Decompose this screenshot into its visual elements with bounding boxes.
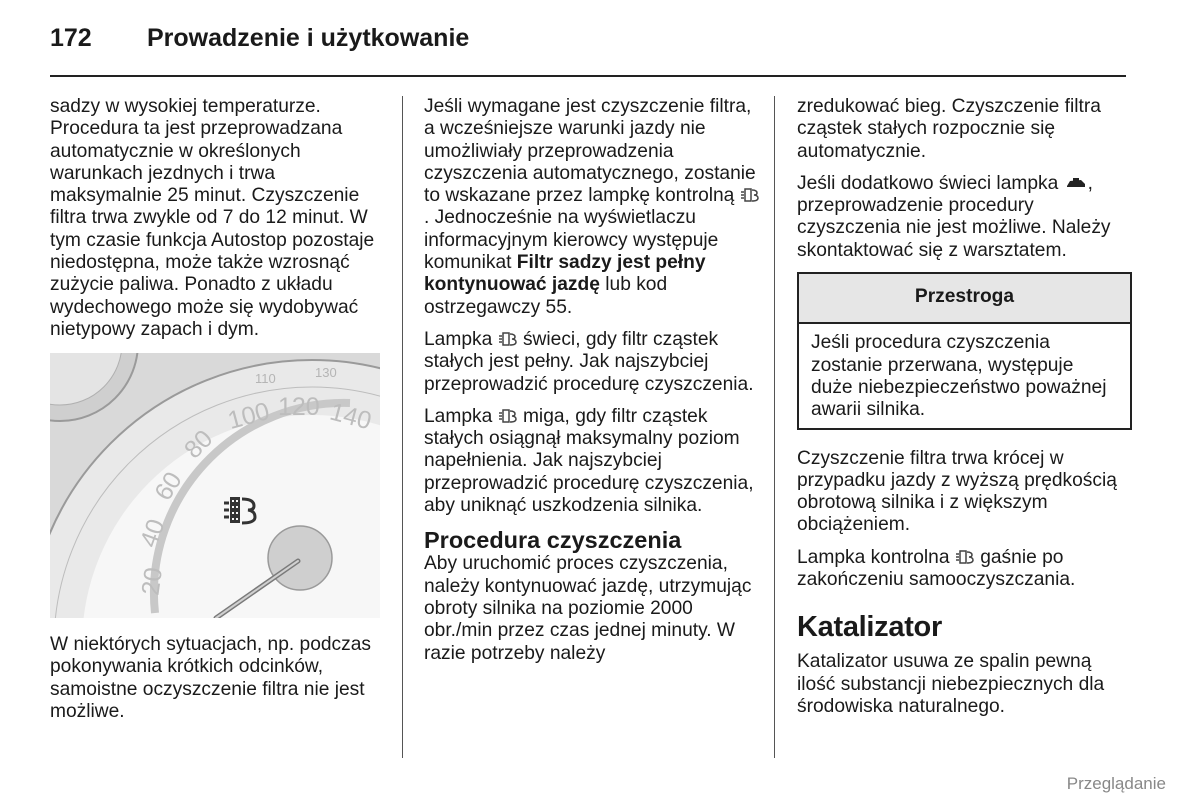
diesel-particulate-filter-icon bbox=[740, 187, 760, 203]
dial-label: 110 bbox=[255, 371, 276, 386]
text-run: , przeprowadzenie procedury czyszczenia nie jest możliwe. Należy skontaktować się z warsztatem. bbox=[797, 172, 1111, 261]
warning-title: Przestroga bbox=[799, 274, 1130, 324]
column-divider-1 bbox=[402, 96, 403, 758]
dial-label: 60 bbox=[149, 467, 188, 506]
dial-label: 80 bbox=[178, 424, 219, 465]
text-run: Jeśli wymagane jest czyszczenie filtra, a wcześniejsze warunki jazdy nie umożliwiały przeprowadzenia czyszczenia automatycznego, zostanie to wskazane przez lampkę kontrolną bbox=[424, 96, 756, 207]
dial-label: 40 bbox=[134, 515, 171, 552]
dial-label: 130 bbox=[315, 365, 337, 380]
paragraph: sadzy w wysokiej temperaturze. Procedura ta jest przeprowadzana automatycznie w określonych warunkach jezdnych i trwa maksymalnie 25 minut. Czyszczenie filtra trwa zwykle od 7 do 12 minut. W tym czasie funkcja Autostop pozostaje niedostępna, może także wzrosnąć zużycie paliwa. Ponadto z układu wydechowego może się wydobywać nietypowy zapach i dym. bbox=[50, 96, 375, 340]
paragraph bbox=[424, 406, 764, 517]
dial-label: 100 bbox=[224, 397, 273, 435]
text-run: świeci, gdy filtr cząstek stałych jest pełny. Jak najszybciej przeprowadzić procedurę czyszczenia. bbox=[424, 328, 754, 395]
column-1 bbox=[50, 96, 390, 351]
column-2 bbox=[424, 96, 764, 675]
display-message: Filtr sadzy jest pełny kontynuować jazdę bbox=[424, 252, 706, 296]
paragraph: zredukować bieg. Czyszczenie filtra cząstek stałych rozpocznie się automatycznie. bbox=[797, 96, 1101, 162]
page-number: 172 bbox=[50, 24, 92, 52]
paragraph: Katalizator usuwa ze spalin pewną ilość substancji niebezpiecznych dla środowiska naturalnego. bbox=[797, 651, 1105, 717]
column-1-bottom bbox=[50, 634, 390, 723]
warning-box bbox=[797, 272, 1132, 429]
text-run: Lampka kontrolna bbox=[797, 546, 950, 568]
paragraph bbox=[797, 173, 1132, 262]
text-run: . Jednocześnie na wyświetlaczu informacyjnym kierowcy występuje komunikat bbox=[424, 207, 719, 274]
dial-label: 140 bbox=[326, 397, 375, 436]
section-heading: Procedura czyszczenia bbox=[424, 527, 682, 554]
column-3 bbox=[797, 96, 1132, 728]
paragraph bbox=[424, 329, 764, 396]
paragraph bbox=[797, 547, 1132, 592]
speedometer-illustration bbox=[50, 353, 380, 618]
section-heading: Katalizator bbox=[797, 611, 942, 644]
text-run: lub kod ostrzegawczy 55. bbox=[424, 274, 668, 318]
dial-label: 20 bbox=[136, 565, 169, 598]
paragraph: Czyszczenie filtra trwa krócej w przypadku jazdy z wyższą prędkością obrotową silnika i z większym obciążeniem. bbox=[797, 447, 1117, 536]
page-header bbox=[50, 22, 1130, 62]
paragraph bbox=[424, 96, 764, 319]
header-rule bbox=[50, 75, 1126, 77]
warning-text: Jeśli procedura czyszczenia zostanie przerwana, występuje duże niebezpieczeństwo poważnej awarii silnika. bbox=[811, 332, 1107, 421]
footer-label: Przeglądanie bbox=[1066, 774, 1166, 793]
text-run: Lampka bbox=[424, 328, 493, 350]
paragraph: Aby uruchomić proces czyszczenia, należy kontynuować jazdę, utrzymując obroty silnika na poziomie 2000 obr./min przez czas jednej minuty. W razie potrzeby należy bbox=[424, 553, 752, 664]
column-divider-2 bbox=[774, 96, 775, 758]
text-run: Jeśli dodatkowo świeci lampka bbox=[797, 172, 1059, 194]
diesel-particulate-filter-icon bbox=[955, 549, 975, 565]
dial-label: 120 bbox=[278, 393, 320, 421]
diesel-particulate-filter-icon bbox=[498, 408, 518, 424]
text-run: miga, gdy filtr cząstek stałych osiągnął maksymalny poziom napełnienia. Jak najszybciej przeprowadzić procedurę czyszczenia, aby uniknąć uszkodzenia silnika. bbox=[424, 405, 754, 517]
engine-service-icon bbox=[1064, 175, 1088, 191]
page-title: Prowadzenie i użytkowanie bbox=[147, 24, 470, 52]
diesel-particulate-filter-icon bbox=[498, 331, 518, 347]
instrument-cluster-figure bbox=[50, 353, 380, 618]
paragraph: W niektórych sytuacjach, np. podczas pokonywania krótkich odcinków, samoistne oczyszczenie filtra nie jest możliwe. bbox=[50, 634, 372, 722]
text-run: gaśnie po zakończeniu samooczyszczania. bbox=[797, 546, 1076, 591]
text-run: Lampka bbox=[424, 405, 493, 427]
